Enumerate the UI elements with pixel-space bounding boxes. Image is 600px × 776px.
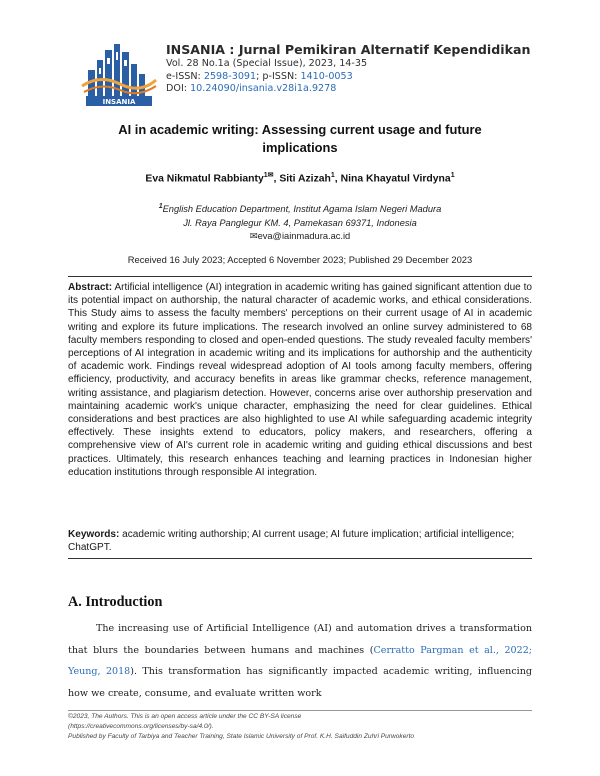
abstract-text: Artificial intelligence (AI) integration in academic writing has gained significant attention due to its potential impact on authorship, the natural character of academic works, and ethical considerations. This Study aims to assess the faculty members' perceptions on their current usage of AI in academic writing and explore its future implications. The research involved an online survey administered to 68 faculty members responding to closed and open-ended questions. The study revealed faculty members' perceptions of AI integration in academic writing and its implications for authorship and the authenticity of academic work. Findings reveal widespread adoption of AI tools among faculty members, offering efficiency, productivity, and accuracy benefits in areas like grammar checks, reference management, writing assistance, and plagiarism detection. However, concerns arise over authorship preservation and maintaining academic work's unique character, emphasizing the need for clear guidelines. Ethical considerations and best practices are also highlighted to use AI while safeguarding academic integrity effectively. These insights extend to educators, policy makers, and researchers, offering a comprehensive view of AI's current role in academic writing and guiding ethical discussions and best practices. Ultimately, this research enhances teaching and learning practices in Indonesian higher education institutions through responsible AI integration. xyxy=(68,282,532,478)
journal-title: INSANIA : Jurnal Pemikiran Alternatif Kependidikan xyxy=(166,42,531,57)
abstract-label: Abstract: xyxy=(68,282,113,293)
journal-header xyxy=(80,40,530,108)
keywords-text: academic writing authorship; AI current usage; AI future implication; artificial intelligence; ChatGPT. xyxy=(68,529,515,554)
author-email[interactable]: eva@iainmadura.ac.id xyxy=(257,231,351,242)
journal-info xyxy=(166,42,536,96)
author-name: Eva Nikmatul Rabbianty xyxy=(145,173,264,185)
section-heading: A. Introduction xyxy=(68,594,163,610)
journal-volume: Vol. 28 No.1a (Special Issue), 2023, 14-35 xyxy=(166,58,368,69)
keywords-label: Keywords: xyxy=(68,529,120,540)
abstract xyxy=(68,281,532,479)
journal-logo xyxy=(80,40,158,108)
pissn-link[interactable]: 1410-0053 xyxy=(300,70,353,82)
copyright-line: ©2023, The Authors. This is an open access article under the CC BY-SA license xyxy=(68,713,302,720)
intro-paragraph: The increasing use of Artificial Intelligence (AI) and automation drives a transformation that blurs the boundaries between humans and machines (Cerratto Pargman et al., 2022; Yeung, 2018). This transformation has significantly impacted academic writing, influencing how we create, consume, and evaluate written work xyxy=(68,623,532,699)
author-list: Eva Nikmatul Rabbianty$^{1✉}$, Siti Azizah$^1$, Nina Khayatul Virdyna$^1$ xyxy=(145,172,455,185)
keywords xyxy=(68,528,532,554)
author-name: Siti Azizah xyxy=(279,173,331,185)
doi-link[interactable]: 10.24090/insania.v28i1a.9278 xyxy=(190,83,337,94)
abstract-bottom-rule xyxy=(68,558,532,559)
logo-wordmark: INSANIA xyxy=(102,98,136,106)
publisher-line: Published by Faculty of Tarbiya and Teacher Training, State Islamic University of Prof. K.H. Saifuddin Zuhri Purwokerto xyxy=(68,733,415,741)
email-icon: ✉ xyxy=(249,231,258,242)
license-link[interactable]: (https://creativecommons.org/licenses/by-sa/4.0/). xyxy=(68,723,214,731)
article-title: AI in academic writing: Assessing current usage and future implications xyxy=(118,122,482,155)
affiliation: $^1$English Education Department, Institut Agama Islam Negeri Madura Jl. Raya Panglegur KM. 4, Pamekasan 69371, Indonesia ✉eva@iainmadura.ac.id xyxy=(158,203,442,242)
author-name: Nina Khayatul Virdyna xyxy=(340,173,451,185)
article-dates: Received 16 July 2023; Accepted 6 November 2023; Published 29 December 2023 xyxy=(127,254,473,265)
journal-issn: e-ISSN: 2598-3091; p-ISSN: 1410-0053 xyxy=(166,70,353,82)
abstract-top-rule xyxy=(68,276,532,277)
page-footer xyxy=(68,712,538,743)
citation-link[interactable]: Cerratto Pargman et al., 2022; Yeung, 2018 xyxy=(68,644,532,678)
journal-doi: DOI: 10.24090/insania.v28i1a.9278 xyxy=(166,83,337,94)
footer-rule xyxy=(68,710,532,711)
eissn-link[interactable]: 2598-3091 xyxy=(203,70,257,82)
